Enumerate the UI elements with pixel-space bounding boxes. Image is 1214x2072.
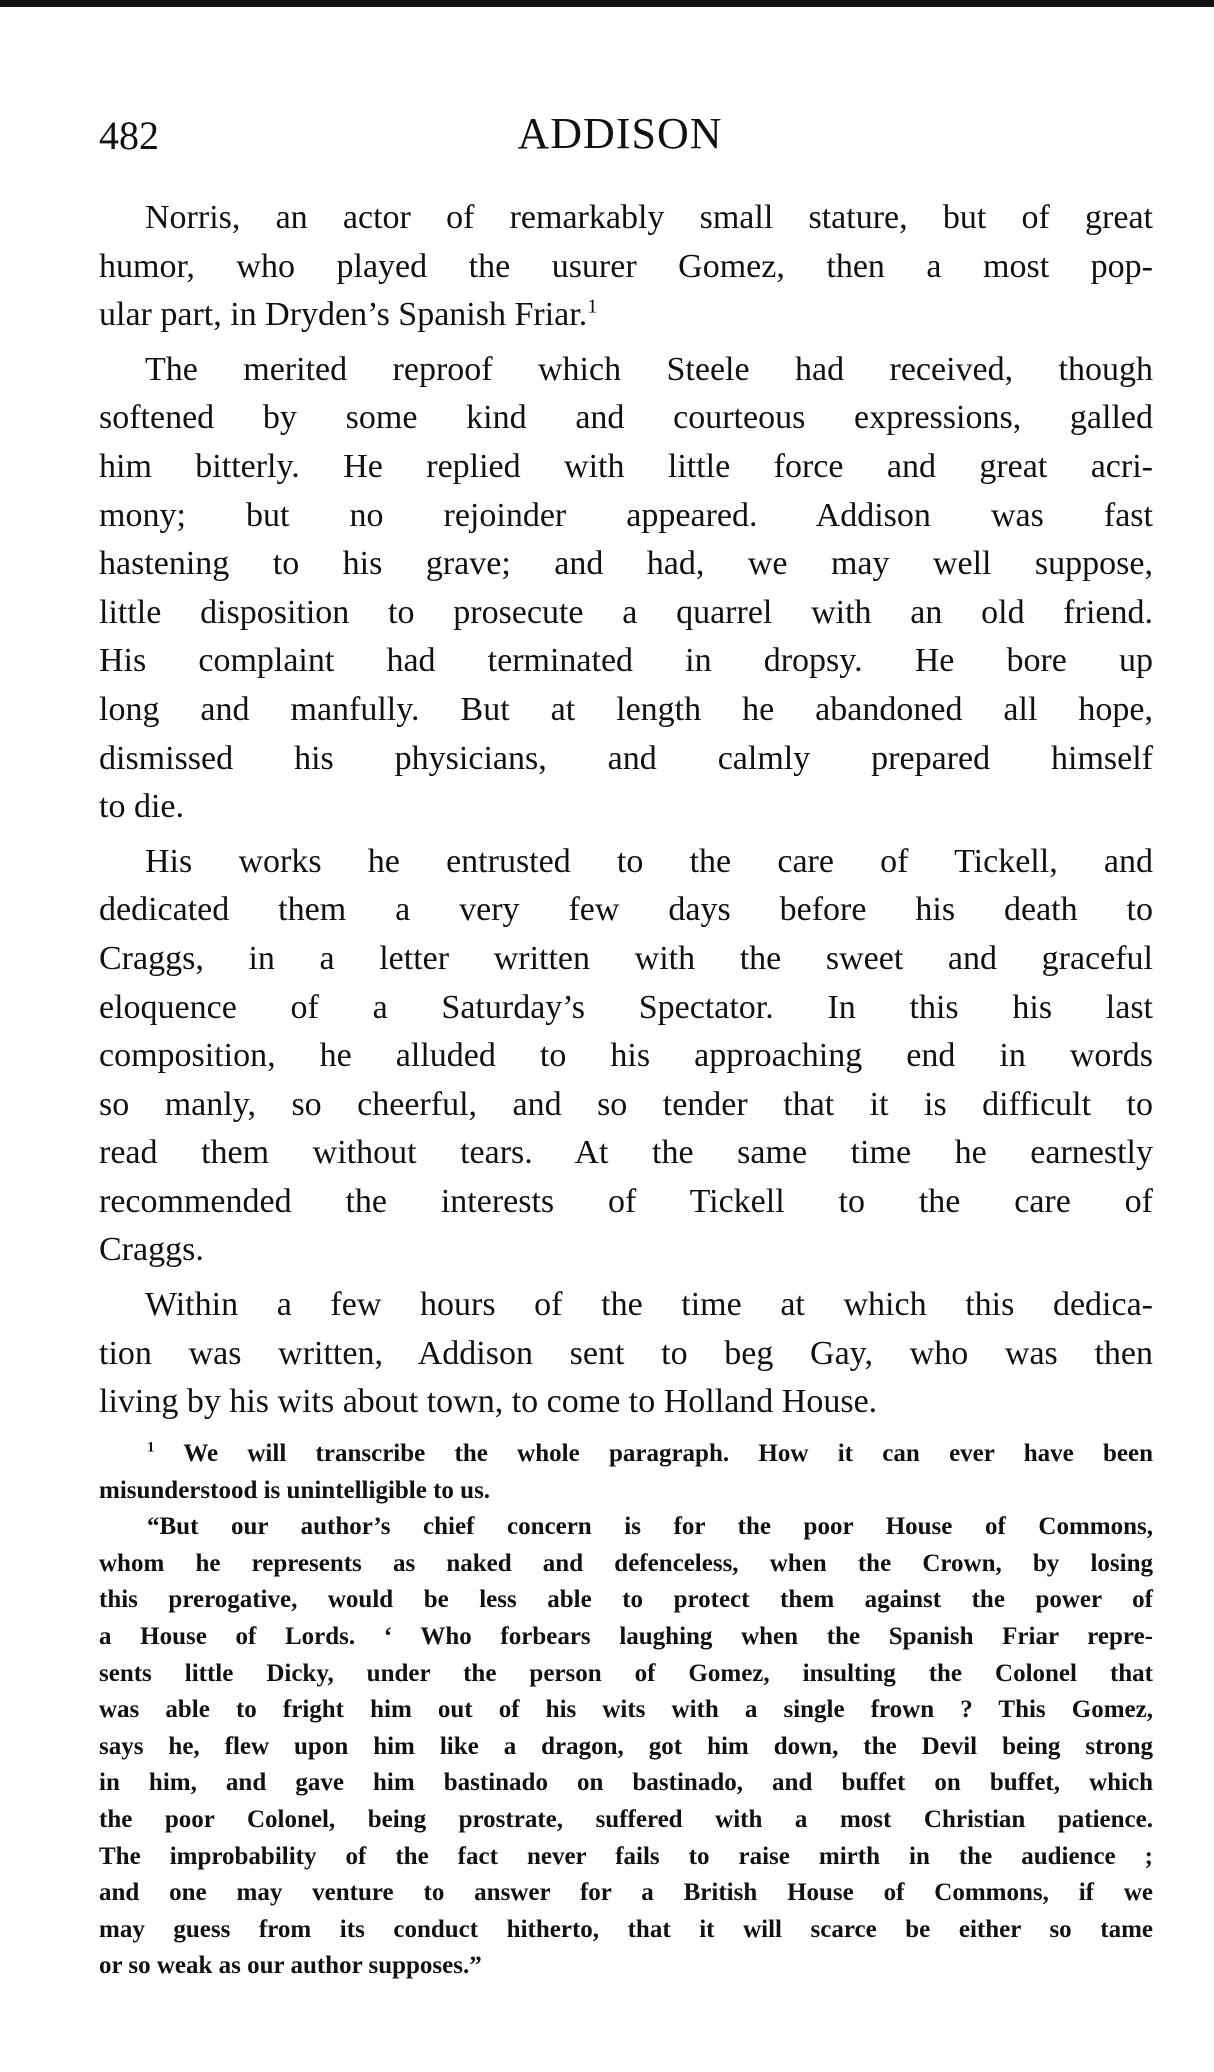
footnote-line: [99, 1656, 1153, 1693]
body-line: [99, 1129, 1153, 1178]
footnote-line: [99, 1619, 1153, 1656]
scan-top-border: [0, 0, 1214, 7]
line-text: whom he represents as naked and defenceless, when the Crown, by losing: [99, 1549, 1153, 1577]
body-line: [99, 935, 1153, 984]
line-text: His works he entrusted to the care of Tickell, and: [145, 842, 1153, 880]
line-text: The merited reproof which Steele had received, though: [145, 350, 1153, 388]
line-text: We will transcribe the whole paragraph. How it can ever have been: [183, 1440, 1153, 1467]
line-text: misunderstood is unintelligible to us.: [99, 1476, 491, 1504]
body-line: [99, 984, 1153, 1033]
footnote-line: [99, 1839, 1153, 1876]
footnote-line: [99, 1436, 1153, 1473]
body-line: [99, 1081, 1153, 1130]
footnote-line: [99, 1912, 1153, 1949]
body-paragraph: [99, 1281, 1153, 1427]
line-text: living by his wits about town, to come to Holland House.: [99, 1383, 878, 1421]
line-text: him bitterly. He replied with little force and great acri-: [99, 447, 1153, 485]
line-text: the poor Colonel, being prostrate, suffered with a most Christian patience.: [99, 1805, 1153, 1833]
body-paragraph: [99, 346, 1153, 832]
footnote-line: [99, 1473, 1153, 1510]
line-text: little disposition to prosecute a quarrel with an old friend.: [99, 593, 1153, 631]
line-text: Within a few hours of the time at which this dedica-: [145, 1286, 1153, 1324]
footnote-line: [99, 1802, 1153, 1839]
body-line: [99, 243, 1153, 292]
body-line: [99, 1281, 1153, 1330]
footnote-line: [99, 1948, 1153, 1985]
line-text: “But our author’s chief concern is for the poor House of Commons,: [147, 1513, 1153, 1541]
line-text: to die.: [99, 788, 184, 826]
footnote-reference[interactable]: 1: [587, 295, 598, 318]
body-paragraph: [99, 838, 1153, 1275]
line-text: The improbability of the fact never fails to raise mirth in the audience ;: [99, 1842, 1153, 1870]
line-text: composition, he alluded to his approaching end in words: [99, 1037, 1153, 1075]
line-text: eloquence of a Saturday’s Spectator. In this his last: [99, 988, 1153, 1026]
footnote-paragraph: [99, 1436, 1153, 1509]
line-text: sents little Dicky, under the person of Gomez, insulting the Colonel that: [99, 1659, 1153, 1687]
body-line: [99, 1178, 1153, 1227]
line-text: may guess from its conduct hitherto, that it will scarce be either so tame: [99, 1915, 1153, 1943]
body-paragraph: [99, 194, 1153, 340]
body-line: [99, 443, 1153, 492]
line-text: long and manfully. But at length he abandoned all hope,: [99, 690, 1153, 728]
line-text: Craggs.: [99, 1231, 204, 1269]
line-text: dedicated them a very few days before his death to: [99, 891, 1153, 929]
body-line: [99, 1330, 1153, 1379]
footnote-line: [99, 1692, 1153, 1729]
body-line: [99, 783, 1153, 832]
body-line: [99, 886, 1153, 935]
line-text: mony; but no rejoinder appeared. Addison was fast: [99, 496, 1153, 534]
footnotes: [99, 1436, 1153, 1985]
body-line: [99, 540, 1153, 589]
line-text: His complaint had terminated in dropsy. He bore up: [99, 642, 1153, 680]
body-line: [99, 735, 1153, 784]
running-head: ADDISON: [517, 109, 723, 158]
line-text: ular part, in Dryden’s Spanish Friar.: [99, 296, 588, 334]
body-line: [99, 686, 1153, 735]
body-line: [99, 637, 1153, 686]
body-line: [99, 291, 1153, 340]
footnote-line: [99, 1765, 1153, 1802]
footnote-paragraph: [99, 1509, 1153, 1985]
body-text: [99, 194, 1153, 1427]
line-text: or so weak as our author supposes.”: [99, 1952, 482, 1980]
line-text: recommended the interests of Tickell to the care of: [99, 1182, 1153, 1220]
footnote-line: [99, 1582, 1153, 1619]
body-line: [99, 194, 1153, 243]
line-text: was able to fright him out of his wits with a single frown ? This Gomez,: [99, 1696, 1153, 1724]
line-text: Craggs, in a letter written with the sweet and graceful: [99, 939, 1153, 977]
line-text: so manly, so cheerful, and so tender that it is difficult to: [99, 1085, 1153, 1123]
line-text: a House of Lords. ‘ Who forbears laughing when the Spanish Friar repre-: [99, 1622, 1153, 1650]
line-text: tion was written, Addison sent to beg Gay, who was then: [99, 1334, 1153, 1372]
line-text: in him, and gave him bastinado on bastinado, and buffet on buffet, which: [99, 1769, 1153, 1797]
body-line: [99, 838, 1153, 887]
line-text: dismissed his physicians, and calmly prepared himself: [99, 739, 1153, 777]
body-line: [99, 1032, 1153, 1081]
line-text: softened by some kind and courteous expressions, galled: [99, 399, 1153, 437]
line-text: this prerogative, would be less able to protect them against the power of: [99, 1586, 1153, 1614]
body-line: [99, 589, 1153, 638]
line-text: read them without tears. At the same time he earnestly: [99, 1134, 1153, 1172]
body-line: [99, 1378, 1153, 1427]
body-line: [99, 1226, 1153, 1275]
body-line: [99, 346, 1153, 395]
line-text: and one may venture to answer for a British House of Commons, if we: [99, 1879, 1153, 1907]
footnote-line: [99, 1729, 1153, 1766]
body-line: [99, 492, 1153, 541]
line-text: says he, flew upon him like a dragon, got him down, the Devil being strong: [99, 1732, 1153, 1760]
line-text: Norris, an actor of remarkably small stature, but of great: [145, 199, 1153, 236]
line-text: hastening to his grave; and had, we may well suppose,: [99, 545, 1153, 583]
footnote-line: [99, 1509, 1153, 1546]
line-text: humor, who played the usurer Gomez, then a most pop-: [99, 247, 1153, 285]
body-line: [99, 394, 1153, 443]
footnote-line: [99, 1546, 1153, 1583]
footnote-line: [99, 1875, 1153, 1912]
page-number: 482: [99, 113, 159, 158]
footnote-marker: 1: [147, 1439, 155, 1456]
